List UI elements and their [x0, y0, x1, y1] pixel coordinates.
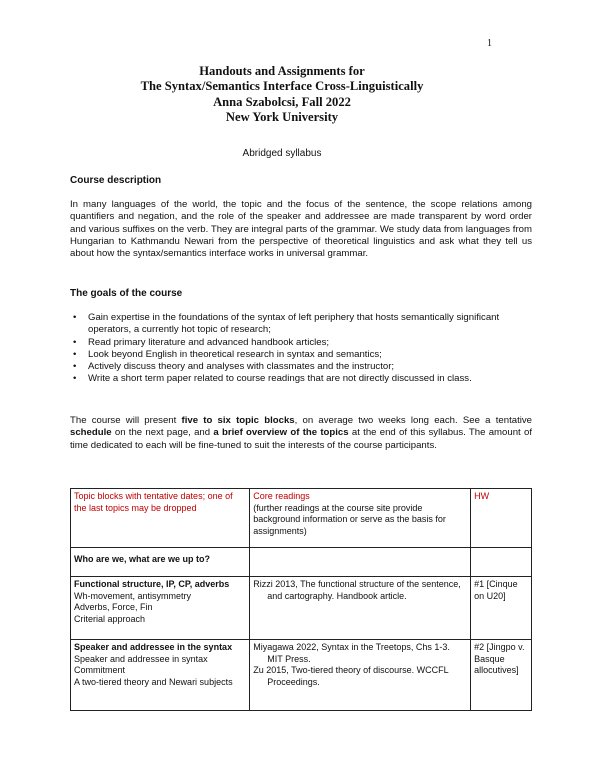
topic-line: A two-tiered theory and Newari subjects — [74, 676, 233, 687]
table-header-topics: Topic blocks with tentative dates; one of the last topics may be dropped — [71, 489, 250, 548]
goal-item: • Read primary literature and advanced handbook articles; — [70, 337, 520, 349]
title-line: The Syntax/Semantics Interface Cross-Linguistically — [140, 79, 424, 94]
course-description-text: In many languages of the world, the topic and the focus of the sentence, the scope relations among quantifiers and negation, and the role of the speaker and addressee are made transparent by word order and various suffixes on the verb. They are integral parts of the grammar. We study data from languages from Hungarian to Kathmandu Newari from the perspective of theoretical linguistics and ask what they tell us about how the syntax/semantics interface works in universal grammar. — [70, 199, 532, 260]
topic-line: Speaker and addressee in syntax — [74, 653, 208, 664]
goals-list — [70, 312, 520, 386]
goal-item: • Look beyond English in theoretical research in syntax and semantics; — [70, 349, 520, 361]
hw-cell: #2 [Jingpo v. Basque allocutives] — [471, 640, 532, 711]
reading-entry: Miyagawa 2022, Syntax in the Treetops, Chs 1-3. MIT Press. — [253, 642, 450, 664]
topic-line: Criterial approach — [74, 613, 146, 624]
title-line: Handouts and Assignments for — [199, 64, 365, 78]
readings-header-label: Core readings — [253, 491, 310, 501]
table-header-hw: HW — [471, 489, 532, 548]
overview-text: The course will present — [70, 415, 182, 426]
section-cell: Who are we, what are we up to? — [71, 548, 250, 577]
empty-cell — [471, 548, 532, 577]
schedule-table — [70, 488, 532, 711]
course-overview-text — [70, 415, 532, 452]
title-line: New York University — [225, 110, 339, 125]
table-header-row — [71, 489, 532, 548]
topic-line: Adverbs, Force, Fin — [74, 602, 153, 613]
readings-header-note: (further readings at the course site provide background information or serve as the basis for assignments) — [253, 502, 446, 536]
table-header-readings — [250, 489, 471, 548]
topic-line: Commitment — [74, 665, 126, 676]
readings-cell — [250, 577, 471, 640]
overview-text: at the end of this syllabus. The amount of time dedicated to each will be fine-tuned to suit the interests of the course participants. — [70, 427, 532, 451]
goals-heading: The goals of the course — [70, 288, 183, 299]
overview-bold: schedule — [70, 427, 112, 439]
document-title — [0, 64, 564, 126]
reading-entry: Rizzi 2013, The functional structure of the sentence, and cartography. Handbook article. — [253, 579, 461, 601]
topic-title: Speaker and addressee in the syntax — [74, 642, 233, 652]
overview-bold: five to six topic blocks — [181, 415, 295, 426]
readings-cell — [250, 640, 471, 711]
topic-cell — [71, 640, 250, 711]
overview-bold: a brief overview of the topics — [213, 427, 349, 439]
page-number: 1 — [487, 38, 492, 49]
course-description-heading: Course description — [70, 175, 162, 186]
table-row — [71, 577, 532, 640]
table-row — [71, 640, 532, 711]
topic-cell — [71, 577, 250, 640]
table-section-row — [71, 548, 532, 577]
topic-line: Wh-movement, antisymmetry — [74, 590, 192, 601]
topic-title: Functional structure, IP, CP, adverbs — [74, 579, 230, 589]
overview-text: on the next page, and — [111, 427, 214, 439]
goal-item: • Write a short term paper related to course readings that are not directly discussed in class. — [70, 373, 520, 385]
goal-item: • Actively discuss theory and analyses with classmates and the instructor; — [70, 361, 520, 373]
overview-text: , on average two weeks long each. See a tentative — [294, 415, 533, 426]
title-line: Anna Szabolcsi, Fall 2022 — [213, 94, 351, 109]
subtitle: Abridged syllabus — [242, 148, 322, 159]
hw-cell: #1 [Cinque on U20] — [471, 577, 532, 640]
empty-cell — [250, 548, 471, 577]
reading-entry: Zu 2015, Two-tiered theory of discourse. WCCFL Proceedings. — [253, 665, 449, 687]
goal-item: • Gain expertise in the foundations of the syntax of left periphery that hosts semantically significant operators, a currently hot topic of research; — [70, 312, 520, 337]
